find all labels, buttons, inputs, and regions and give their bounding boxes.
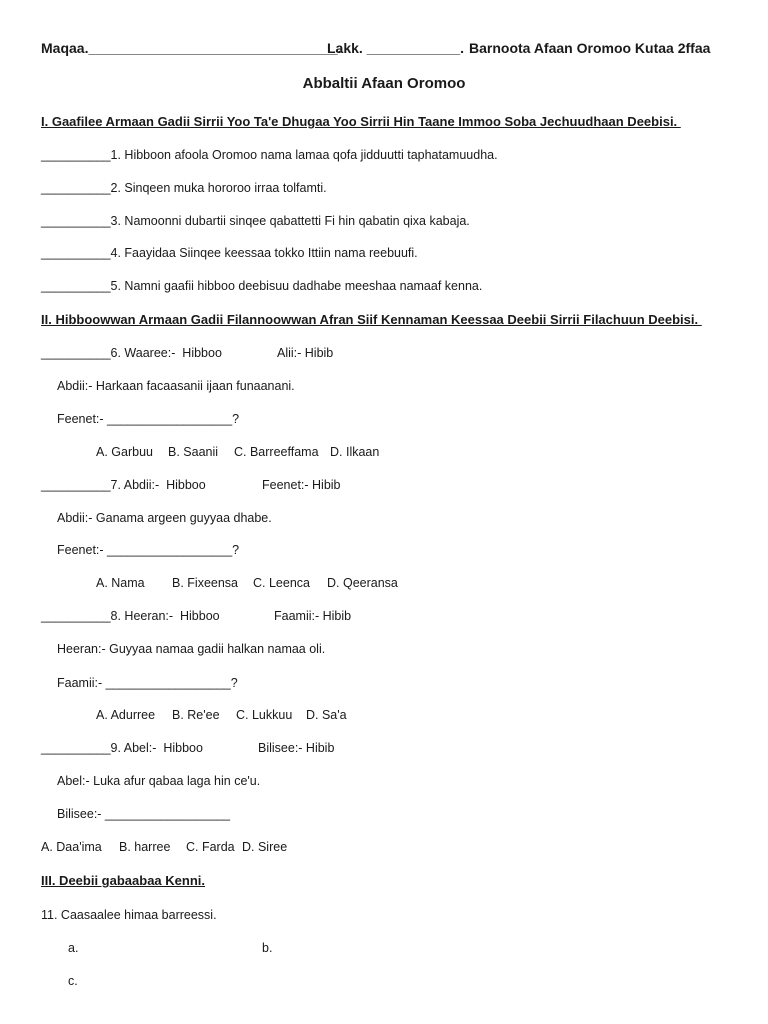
- question-7-option-d: D. Qeeransa: [327, 576, 398, 590]
- question-8-answer-line: Faamii:- __________________?: [57, 676, 238, 690]
- question-7-option-b: B. Fixeensa: [172, 576, 239, 590]
- question-9-answer-line: Bilisee:- __________________: [57, 807, 231, 821]
- question-8-reply: Faamii:- Hibib: [274, 609, 352, 623]
- question-6-option-a: A. Garbuu: [96, 445, 153, 459]
- question-6-answer-line: Feenet:- __________________?: [57, 412, 240, 426]
- section-2-heading: II. Hibboowwan Armaan Gadii Filannoowwan Afran Siif Kennaman Keessaa Deebii Sirrii Filachuun Deebisi.: [41, 312, 702, 327]
- question-6-option-b: B. Saanii: [168, 445, 219, 459]
- answer-label-b: b.: [262, 941, 273, 955]
- true-false-item-5: __________5. Namni gaafii hibboo deebisuu dadhabe meeshaa namaaf kenna.: [41, 279, 483, 293]
- true-false-item-3: __________3. Namoonni dubartii sinqee qabattetti Fi hin qabatin qixa kabaja.: [41, 214, 470, 228]
- question-11-stem: 11. Caasaalee himaa barreessi.: [41, 908, 217, 922]
- question-9-stem: __________9. Abel:- Hibboo: [41, 741, 203, 755]
- true-false-item-4: __________4. Faayidaa Siinqee keessaa tokko Ittiin nama reebuufi.: [41, 246, 418, 260]
- question-6-option-d: D. Ilkaan: [330, 445, 380, 459]
- exam-title: Barnoota Afaan Oromoo Kutaa 2ffaa: [469, 40, 711, 56]
- question-9-riddle: Abel:- Luka afur qabaa laga hin ce'u.: [57, 774, 261, 788]
- question-9-reply: Bilisee:- Hibib: [258, 741, 335, 755]
- question-7-option-a: A. Nama: [96, 576, 145, 590]
- question-8-option-b: B. Re'ee: [172, 708, 220, 722]
- question-7-reply: Feenet:- Hibib: [262, 478, 341, 492]
- roll-number-field: Lakk. ____________.: [327, 40, 465, 56]
- question-6-stem: __________6. Waaree:- Hibboo: [41, 346, 222, 360]
- question-7-answer-line: Feenet:- __________________?: [57, 543, 240, 557]
- answer-label-c: c.: [68, 974, 78, 988]
- section-1-heading: I. Gaafilee Armaan Gadii Sirrii Yoo Ta'e Dhugaa Yoo Sirrii Hin Taane Immoo Soba Jechuudhaan Deebisi.: [41, 114, 681, 129]
- question-8-option-a: A. Adurree: [96, 708, 156, 722]
- question-7-option-c: C. Leenca: [253, 576, 310, 590]
- question-8-stem: __________8. Heeran:- Hibboo: [41, 609, 220, 623]
- section-3-heading: III. Deebii gabaabaa Kenni.: [41, 873, 205, 888]
- question-6-riddle: Abdii:- Harkaan facaasanii ijaan funaanani.: [57, 379, 295, 393]
- question-9-option-a: A. Daa'ima: [41, 840, 102, 854]
- page-title: Abbaltii Afaan Oromoo: [302, 75, 466, 92]
- question-8-riddle: Heeran:- Guyyaa namaa gadii halkan namaa oli.: [57, 642, 326, 656]
- question-9-option-d: D. Siree: [242, 840, 288, 854]
- question-7-riddle: Abdii:- Ganama argeen guyyaa dhabe.: [57, 511, 272, 525]
- question-9-option-c: C. Farda: [186, 840, 235, 854]
- question-7-stem: __________7. Abdii:- Hibboo: [41, 478, 206, 492]
- true-false-item-1: __________1. Hibboon afoola Oromoo nama lamaa qofa jidduutti taphatamuudha.: [41, 148, 498, 162]
- question-6-option-c: C. Barreeffama: [234, 445, 319, 459]
- question-8-option-c: C. Lukkuu: [236, 708, 293, 722]
- answer-label-a: a.: [68, 941, 79, 955]
- question-9-option-b: B. harree: [119, 840, 171, 854]
- question-8-option-d: D. Sa'a: [306, 708, 347, 722]
- true-false-item-2: __________2. Sinqeen muka hororoo irraa tolfamti.: [41, 181, 327, 195]
- name-field: Maqaa.________________________________.: [41, 40, 342, 56]
- question-6-reply: Alii:- Hibib: [277, 346, 334, 360]
